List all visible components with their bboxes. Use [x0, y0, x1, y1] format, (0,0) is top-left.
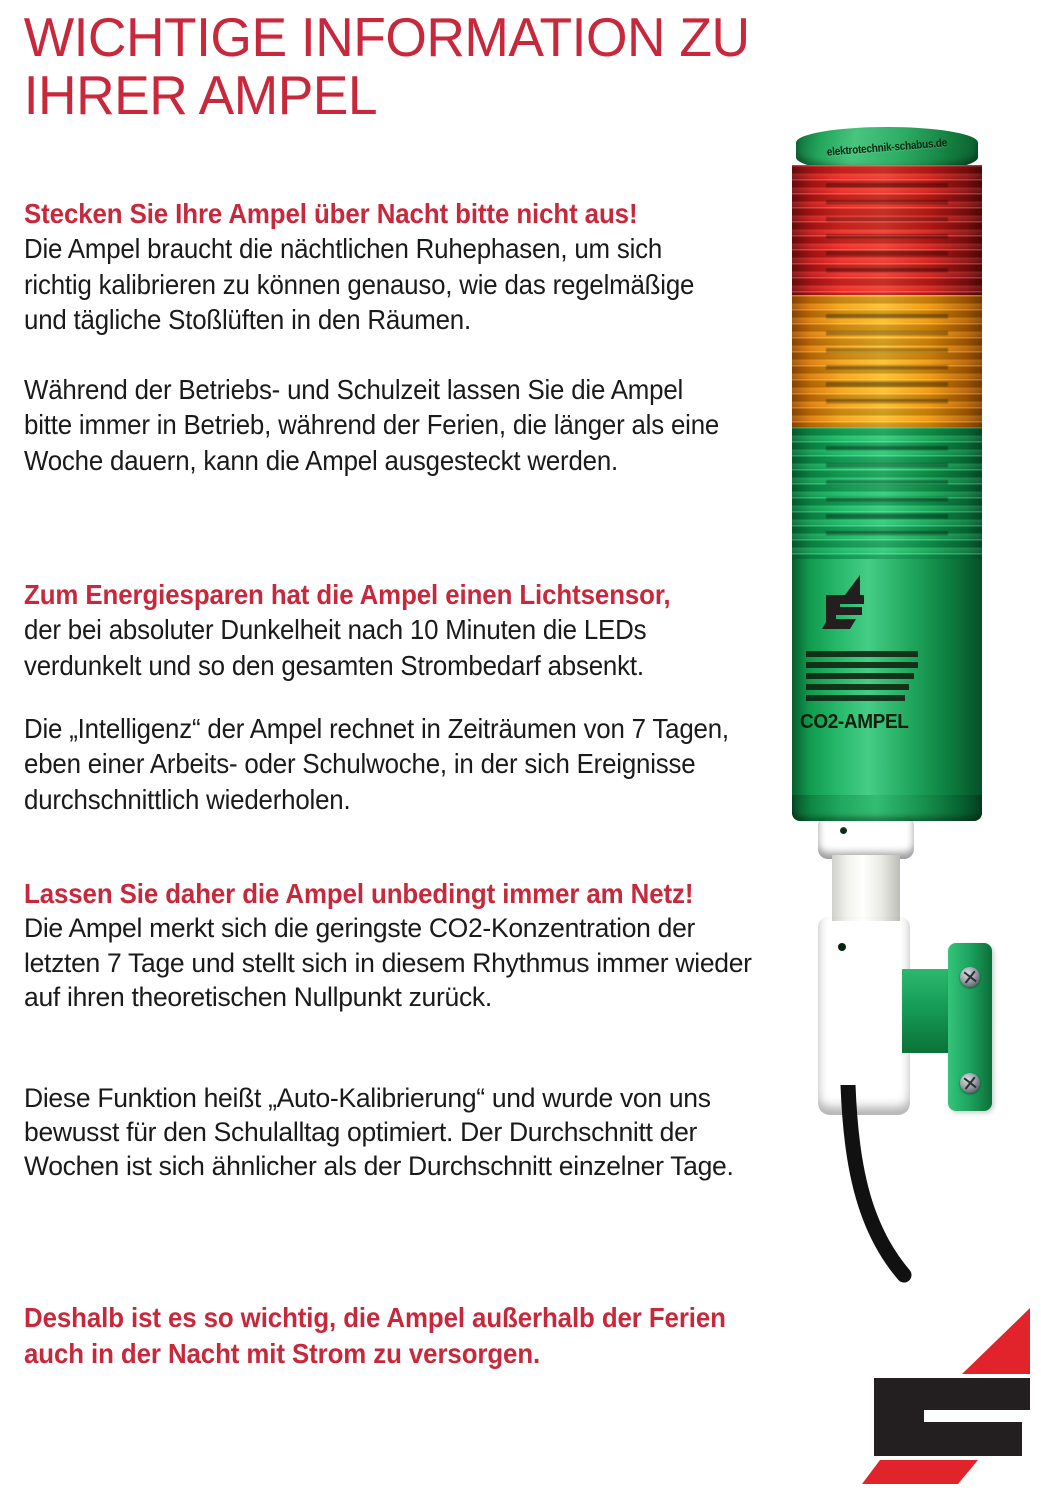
device-white-tube — [832, 855, 900, 921]
section-p4-body: Die „Intelligenz“ der Ampel rechnet in Zeiträumen von 7 Tagen, eben einer Arbeits- oder Schulwoche, in der sich Ereignisse durchschnittlich wiederholen. — [24, 713, 729, 815]
es-logo-icon — [820, 573, 876, 631]
bracket-screw-top — [960, 967, 980, 987]
device-collar — [818, 817, 914, 859]
es-brand-logo — [862, 1282, 1034, 1487]
section-p3-lead: Zum Energiesparen hat die Ampel einen Lichtsensor, — [24, 579, 671, 610]
device-housing — [792, 559, 982, 803]
section-p1 — [14, 196, 774, 338]
text-column — [14, 0, 774, 1370]
led-segment-amber — [792, 295, 982, 429]
product-photo-co2-ampel — [770, 105, 1041, 1285]
section-p5-lead: Lassen Sie daher die Ampel unbedingt immer am Netz! — [24, 878, 694, 909]
section-p3-body: der bei absoluter Dunkelheit nach 10 Minuten die LEDs verdunkelt und so den gesamten Strombedarf absenkt. — [24, 614, 647, 681]
section-p1-body: Die Ampel braucht die nächtlichen Ruhephasen, um sich richtig kalibrieren zu können genauso, wie das regelmäßige und tägliche Stoßlüften in den Räumen. — [24, 233, 695, 336]
manufacturer-url-print: elektrotechnik-schabus.de — [826, 137, 948, 159]
section-p5-body: Die Ampel merkt sich die geringste CO2-Konzentration der letzten 7 Tage und stellt sich in diesem Rhythmus immer wieder auf ihren theoretischen Nullpunkt zurück. — [24, 913, 752, 1012]
section-p7 — [14, 1300, 774, 1373]
section-p1-lead: Stecken Sie Ihre Ampel über Nacht bitte nicht aus! — [24, 198, 638, 229]
section-p5 — [14, 876, 774, 1014]
section-p3 — [14, 577, 774, 683]
section-p2-body: Während der Betriebs- und Schulzeit lassen Sie die Ampel bitte immer in Betrieb, während der Ferien, die länger als eine Woche dauern, kann die Ampel ausgesteckt werden. — [24, 374, 720, 476]
power-cable — [770, 1085, 1041, 1295]
led-segment-green — [792, 427, 982, 563]
section-p2 — [14, 372, 774, 478]
page-title: WICHTIGE INFORMATION ZU IHRER AMPEL — [23, 6, 750, 127]
section-p6 — [14, 1081, 774, 1184]
section-p7-closing: Deshalb ist es so wichtig, die Ampel außerhalb der Ferien auch in der Nacht mit Strom zu versorgen. — [24, 1302, 726, 1370]
section-p6-body: Diese Funktion heißt „Auto-Kalibrierung“ und wurde von uns bewusst für den Schulalltag optimiert. Der Durchschnitt der Wochen ist sich ähnlicher als der Durchschnitt einzelner Tage. — [24, 1083, 734, 1182]
device-model-label: CO2-AMPEL — [800, 711, 909, 733]
led-segment-red — [792, 165, 982, 297]
device-vent-slats — [806, 651, 918, 707]
section-p4 — [14, 711, 774, 817]
